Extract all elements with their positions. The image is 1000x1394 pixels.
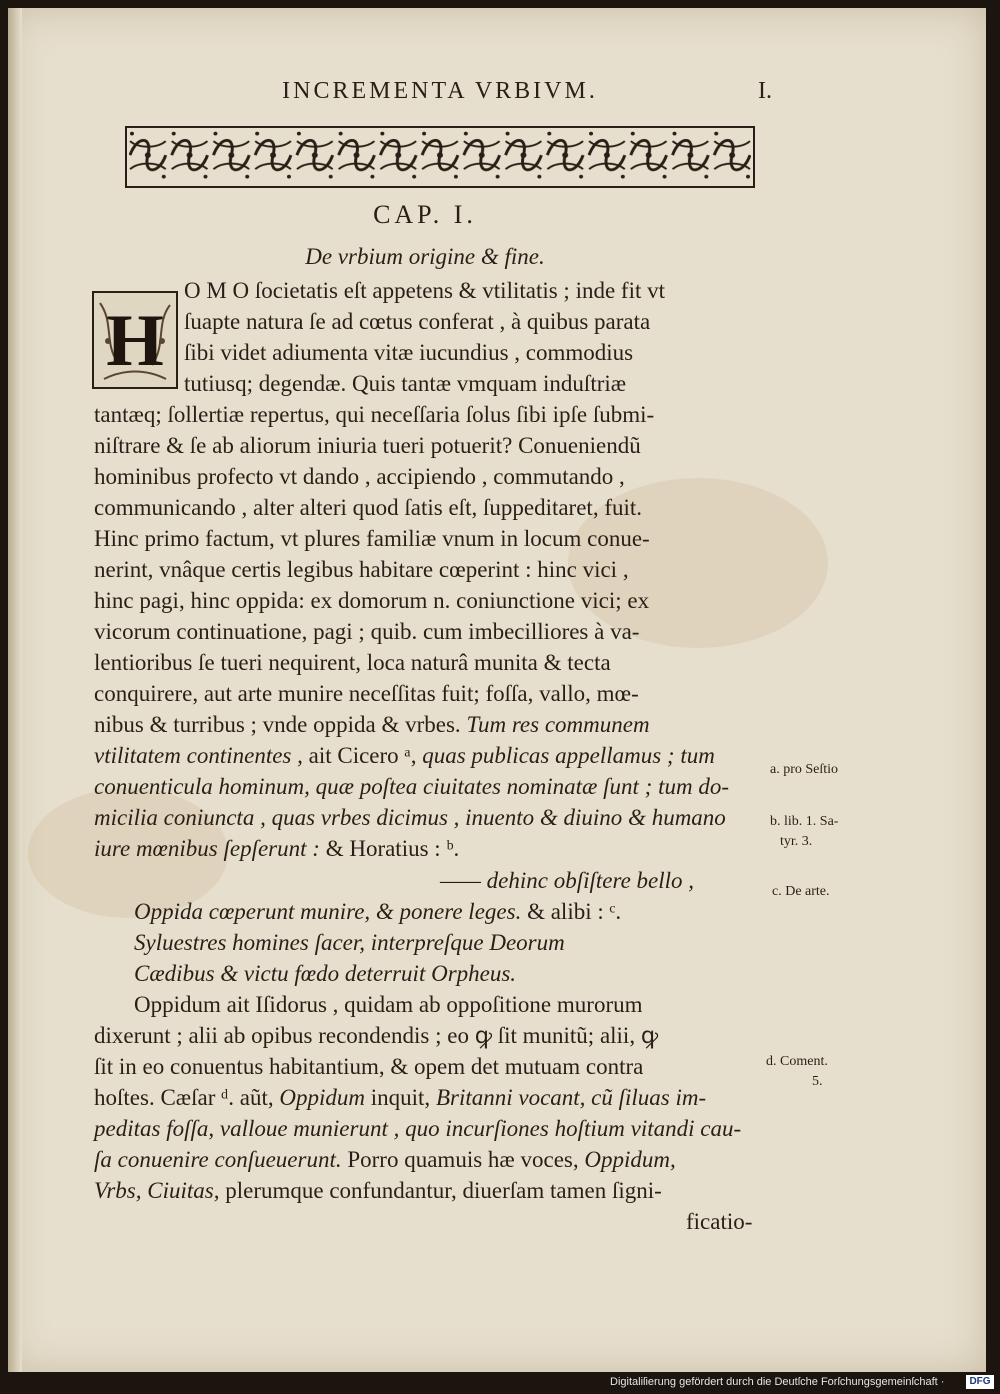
text-span: Oppidum ait Iſidorus , quidam ab oppoſitione murorum bbox=[134, 992, 643, 1017]
text-line bbox=[94, 555, 629, 585]
text-span: niſtrare & ſe ab aliorum iniuria tueri potuerit? Conueniendũ bbox=[94, 433, 641, 458]
decorated-initial bbox=[92, 291, 178, 389]
italic-text-span: micilia coniuncta , quas vrbes dicimus , inuento & diuino & humano bbox=[94, 805, 726, 830]
running-title: INCREMENTA VRBIVM. bbox=[282, 78, 598, 104]
text-span: & Horatius : ᵇ. bbox=[325, 836, 460, 861]
text-span: tutiusq; degendæ. Quis tantæ vmquam induſtriæ bbox=[184, 371, 627, 396]
text-line bbox=[94, 431, 641, 461]
text-span: Porro quamuis hæ voces, bbox=[341, 1147, 585, 1172]
text-line bbox=[94, 834, 459, 864]
chapter-title: CAP. I. bbox=[373, 200, 477, 229]
italic-text-span: Oppidum bbox=[279, 1085, 371, 1110]
text-span: plerumque confundantur, diuerſam tamen ſigni- bbox=[225, 1178, 662, 1203]
text-span: ſuapte natura ſe ad cœtus conferat , à quibus parata bbox=[184, 309, 651, 334]
text-line bbox=[94, 772, 729, 802]
marginal-note: tyr. 3. bbox=[780, 834, 813, 849]
italic-text-span: peditas foſſa, valloue munierunt , quo incurſiones hoſtium vitandi cau- bbox=[94, 1116, 742, 1141]
italic-text-span: Tum res communem bbox=[466, 712, 650, 737]
text-span: dixerunt ; alii ab opibus recondendis ; eo ꝙ ſit munitũ; alii, ꝙ bbox=[94, 1023, 659, 1048]
italic-text-span: —— dehinc obſiſtere bello , bbox=[440, 868, 695, 893]
text-span: inquit, bbox=[370, 1085, 436, 1110]
text-line bbox=[134, 990, 643, 1020]
dfg-logo: DFG bbox=[966, 1375, 994, 1389]
text-line bbox=[94, 648, 611, 678]
italic-text-span: conuenticula hominum, quæ poſtea ciuitates nominatæ ſunt ; tum do- bbox=[94, 774, 729, 799]
text-line bbox=[184, 307, 650, 337]
text-line bbox=[134, 959, 516, 989]
text-span: hinc pagi, hinc oppida: ex domorum n. coniunctione vici; ex bbox=[94, 588, 650, 613]
text-line bbox=[94, 586, 649, 616]
text-line bbox=[184, 369, 626, 399]
italic-text-span: quas publicas appellamus ; tum bbox=[422, 743, 715, 768]
text-line bbox=[94, 462, 625, 492]
text-line bbox=[94, 803, 726, 833]
text-span: Hinc primo factum, vt plures familiæ vnum in locum conue- bbox=[94, 526, 650, 551]
ornamental-headpiece bbox=[125, 126, 755, 188]
text-line bbox=[184, 276, 665, 306]
text-span: nerint, vnâque certis legibus habitare cœperint : hinc vici , bbox=[94, 557, 629, 582]
text-line bbox=[94, 1176, 662, 1206]
text-line bbox=[686, 1207, 752, 1237]
italic-text-span: iure mœnibus ſepſerunt : bbox=[94, 836, 326, 861]
marginal-note: c. De arte. bbox=[772, 884, 830, 899]
italic-text-span: ſa conuenire conſueuerunt. bbox=[94, 1147, 342, 1172]
digitization-credit: Digitaliſierung gefördert durch die Deutſche Forſchungsgemeinſchaft · bbox=[610, 1376, 945, 1388]
italic-text-span: Cædibus & victu fœdo deterruit Orpheus. bbox=[134, 961, 517, 986]
text-line bbox=[94, 1145, 676, 1175]
text-span: & alibi : ᶜ. bbox=[527, 899, 622, 924]
italic-text-span: Oppidum, bbox=[584, 1147, 676, 1172]
text-line bbox=[94, 1083, 706, 1113]
initial-letter: H bbox=[106, 300, 164, 382]
text-span: hoſtes. Cæſar ᵈ. aũt, bbox=[94, 1085, 280, 1110]
text-line bbox=[94, 524, 650, 554]
marginal-note: b. lib. 1. Sa- bbox=[770, 814, 839, 829]
text-span: ficatio- bbox=[686, 1209, 753, 1234]
text-span: ait Cicero ᵃ, bbox=[308, 743, 423, 768]
text-span: lentioribus ſe tueri nequirent, loca naturâ munita & tecta bbox=[94, 650, 611, 675]
text-span: ſit in eo conuentus habitantium, & opem det mutuam contra bbox=[94, 1054, 644, 1079]
text-line bbox=[440, 866, 694, 896]
page-number: I. bbox=[758, 78, 772, 104]
text-span: nibus & turribus ; vnde oppida & vrbes. bbox=[94, 712, 467, 737]
text-line bbox=[184, 338, 633, 368]
italic-text-span: vtilitatem continentes , bbox=[94, 743, 309, 768]
text-line bbox=[94, 710, 650, 740]
text-line bbox=[94, 400, 654, 430]
marginal-note: a. pro Seſtio bbox=[770, 762, 839, 777]
text-line bbox=[94, 1021, 658, 1051]
page-edge-shadow bbox=[8, 8, 22, 1372]
text-line bbox=[94, 741, 715, 771]
text-line bbox=[94, 617, 639, 647]
text-line bbox=[94, 679, 639, 709]
chapter-subtitle: De vrbium origine & fine. bbox=[305, 244, 545, 269]
text-span: tantæq; ſollertiæ repertus, qui neceſſaria ſolus ſibi ipſe ſubmi- bbox=[94, 402, 655, 427]
text-span: O M O ſocietatis eſt appetens & vtilitatis ; inde fit vt bbox=[184, 278, 666, 303]
text-line bbox=[134, 928, 565, 958]
text-span: conquirere, aut arte munire neceſſitas fuit; foſſa, vallo, mœ- bbox=[94, 681, 639, 706]
italic-text-span: Britanni vocant, cũ ſiluas im- bbox=[435, 1085, 707, 1110]
italic-text-span: Vrbs, Ciuitas, bbox=[94, 1178, 226, 1203]
text-span: ſibi videt adiumenta vitæ iucundius , commodius bbox=[184, 340, 634, 365]
text-span: communicando , alter alteri quod ſatis eſt, ſuppeditaret, fuit. bbox=[94, 495, 643, 520]
text-line bbox=[134, 897, 621, 927]
italic-text-span: Oppida cœperunt munire, & ponere leges. bbox=[134, 899, 528, 924]
text-line bbox=[94, 1052, 643, 1082]
text-line bbox=[94, 493, 642, 523]
marginal-note: 5. bbox=[812, 1074, 823, 1089]
marginal-note: d. Coment. bbox=[766, 1054, 828, 1069]
text-line bbox=[94, 1114, 741, 1144]
italic-text-span: Syluestres homines ſacer, interpreſque Deorum bbox=[134, 930, 565, 955]
text-span: hominibus profecto vt dando , accipiendo , commutando , bbox=[94, 464, 625, 489]
text-span: vicorum continuatione, pagi ; quib. cum imbecilliores à va- bbox=[94, 619, 640, 644]
